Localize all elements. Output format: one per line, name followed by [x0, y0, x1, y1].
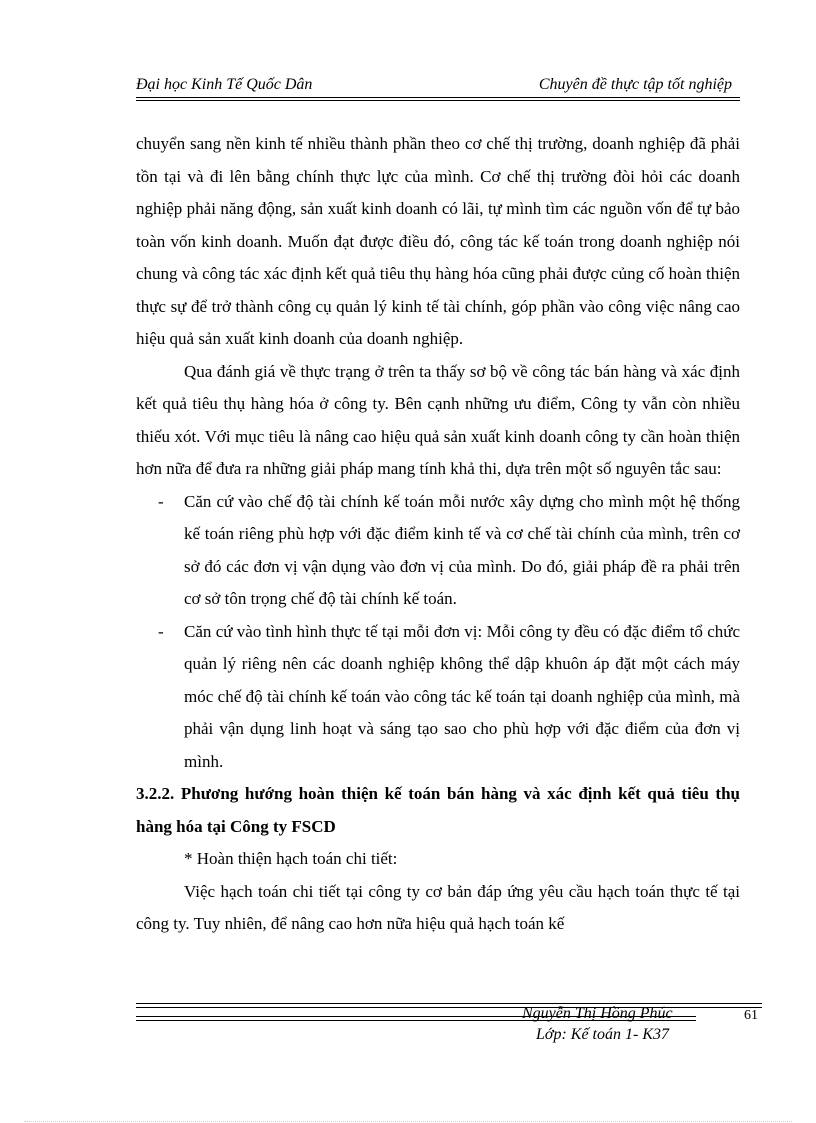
bullet-text: Căn cứ vào chế độ tài chính kế toán mỗi nước xây dựng cho mình một hệ thống kế toán riêng phù hợp với đặc điểm kinh tế và cơ chế tài chính của mình, trên cơ sở đó các đơn vị vận dụng vào đơn vị của mình. Do đó, giải pháp đề ra phải trên cơ sở tôn trọng chế độ tài chính kế toán.	[184, 491, 740, 608]
header-rule-double	[136, 100, 740, 101]
subheading: * Hoàn thiện hạch toán chi tiết:	[184, 849, 398, 868]
bullet-text: Căn cứ vào tình hình thực tế tại mỗi đơn vị: Mỗi công ty đều có đặc điểm tổ chức quản lý riêng nên các doanh nghiệp không thể dập khuôn áp đặt một cách máy móc chế độ tài chính kế toán vào công tác kế toán tại doanh nghiệp của mình, mà phải vận dụng linh hoạt và sáng tạo sao cho phù hợp với đặc điểm của đơn vị mình.	[184, 621, 740, 771]
bullet-dash: -	[158, 621, 164, 641]
page-header	[136, 76, 740, 96]
document-body	[136, 128, 740, 941]
paragraph: Việc hạch toán chi tiết tại công ty cơ bản đáp ứng yêu cầu hạch toán thực tế tại công ty. Tuy nhiên, để nâng cao hơn nữa hiệu quả hạch toán kế	[136, 881, 740, 933]
footer-rule	[136, 1003, 762, 1004]
paragraph: Qua đánh giá về thực trạng ở trên ta thấy sơ bộ về công tác bán hàng và xác định kết quả tiêu thụ hàng hóa ở công ty. Bên cạnh những ưu điểm, Công ty vẫn còn nhiều thiếu xót. Với mục tiêu là nâng cao hiệu quả sản xuất kinh doanh công ty cần hoàn thiện hơn nữa để đưa ra những giải pháp mang tính khả thi, dựa trên một số nguyên tắc sau:	[136, 361, 740, 478]
header-university: Đại học Kinh Tế Quốc Dân	[136, 76, 313, 93]
header-rule	[136, 97, 740, 98]
bullet-item	[136, 486, 740, 616]
footer-author: Nguyễn Thị Hồng Phúc	[522, 1005, 673, 1022]
footer-class: Lớp: Kế toán 1- K37	[536, 1026, 669, 1043]
section-heading: 3.2.2. Phương hướng hoàn thiện kế toán bán hàng và xác định kết quả tiêu thụ hàng hóa tại Công ty FSCD	[136, 784, 740, 836]
bullet-item	[136, 616, 740, 779]
paragraph-continued: chuyển sang nền kinh tế nhiều thành phần theo cơ chế thị trường, doanh nghiệp đã phải tồn tại và đi lên bằng chính thực lực của mình. Cơ chế thị trường đòi hỏi các doanh nghiệp phải năng động, sản xuất kinh doanh có lãi, tự mình tìm các nguồn vốn để tự bảo toàn vốn kinh doanh. Muốn đạt được điều đó, công tác kế toán trong doanh nghiệp nói chung và công tác xác định kết quả tiêu thụ hàng hóa cũng phải được củng cố hoàn thiện thực sự để trở thành công cụ quản lý kinh tế tài chính, góp phần vào công việc nâng cao hiệu quả sản xuất kinh doanh của doanh nghiệp.	[136, 134, 740, 348]
page-number: 61	[744, 1008, 758, 1023]
bullet-dash: -	[158, 491, 164, 511]
header-document-type: Chuyên đề thực tập tốt nghiệp	[538, 76, 732, 93]
page-edge-divider	[24, 1121, 792, 1122]
